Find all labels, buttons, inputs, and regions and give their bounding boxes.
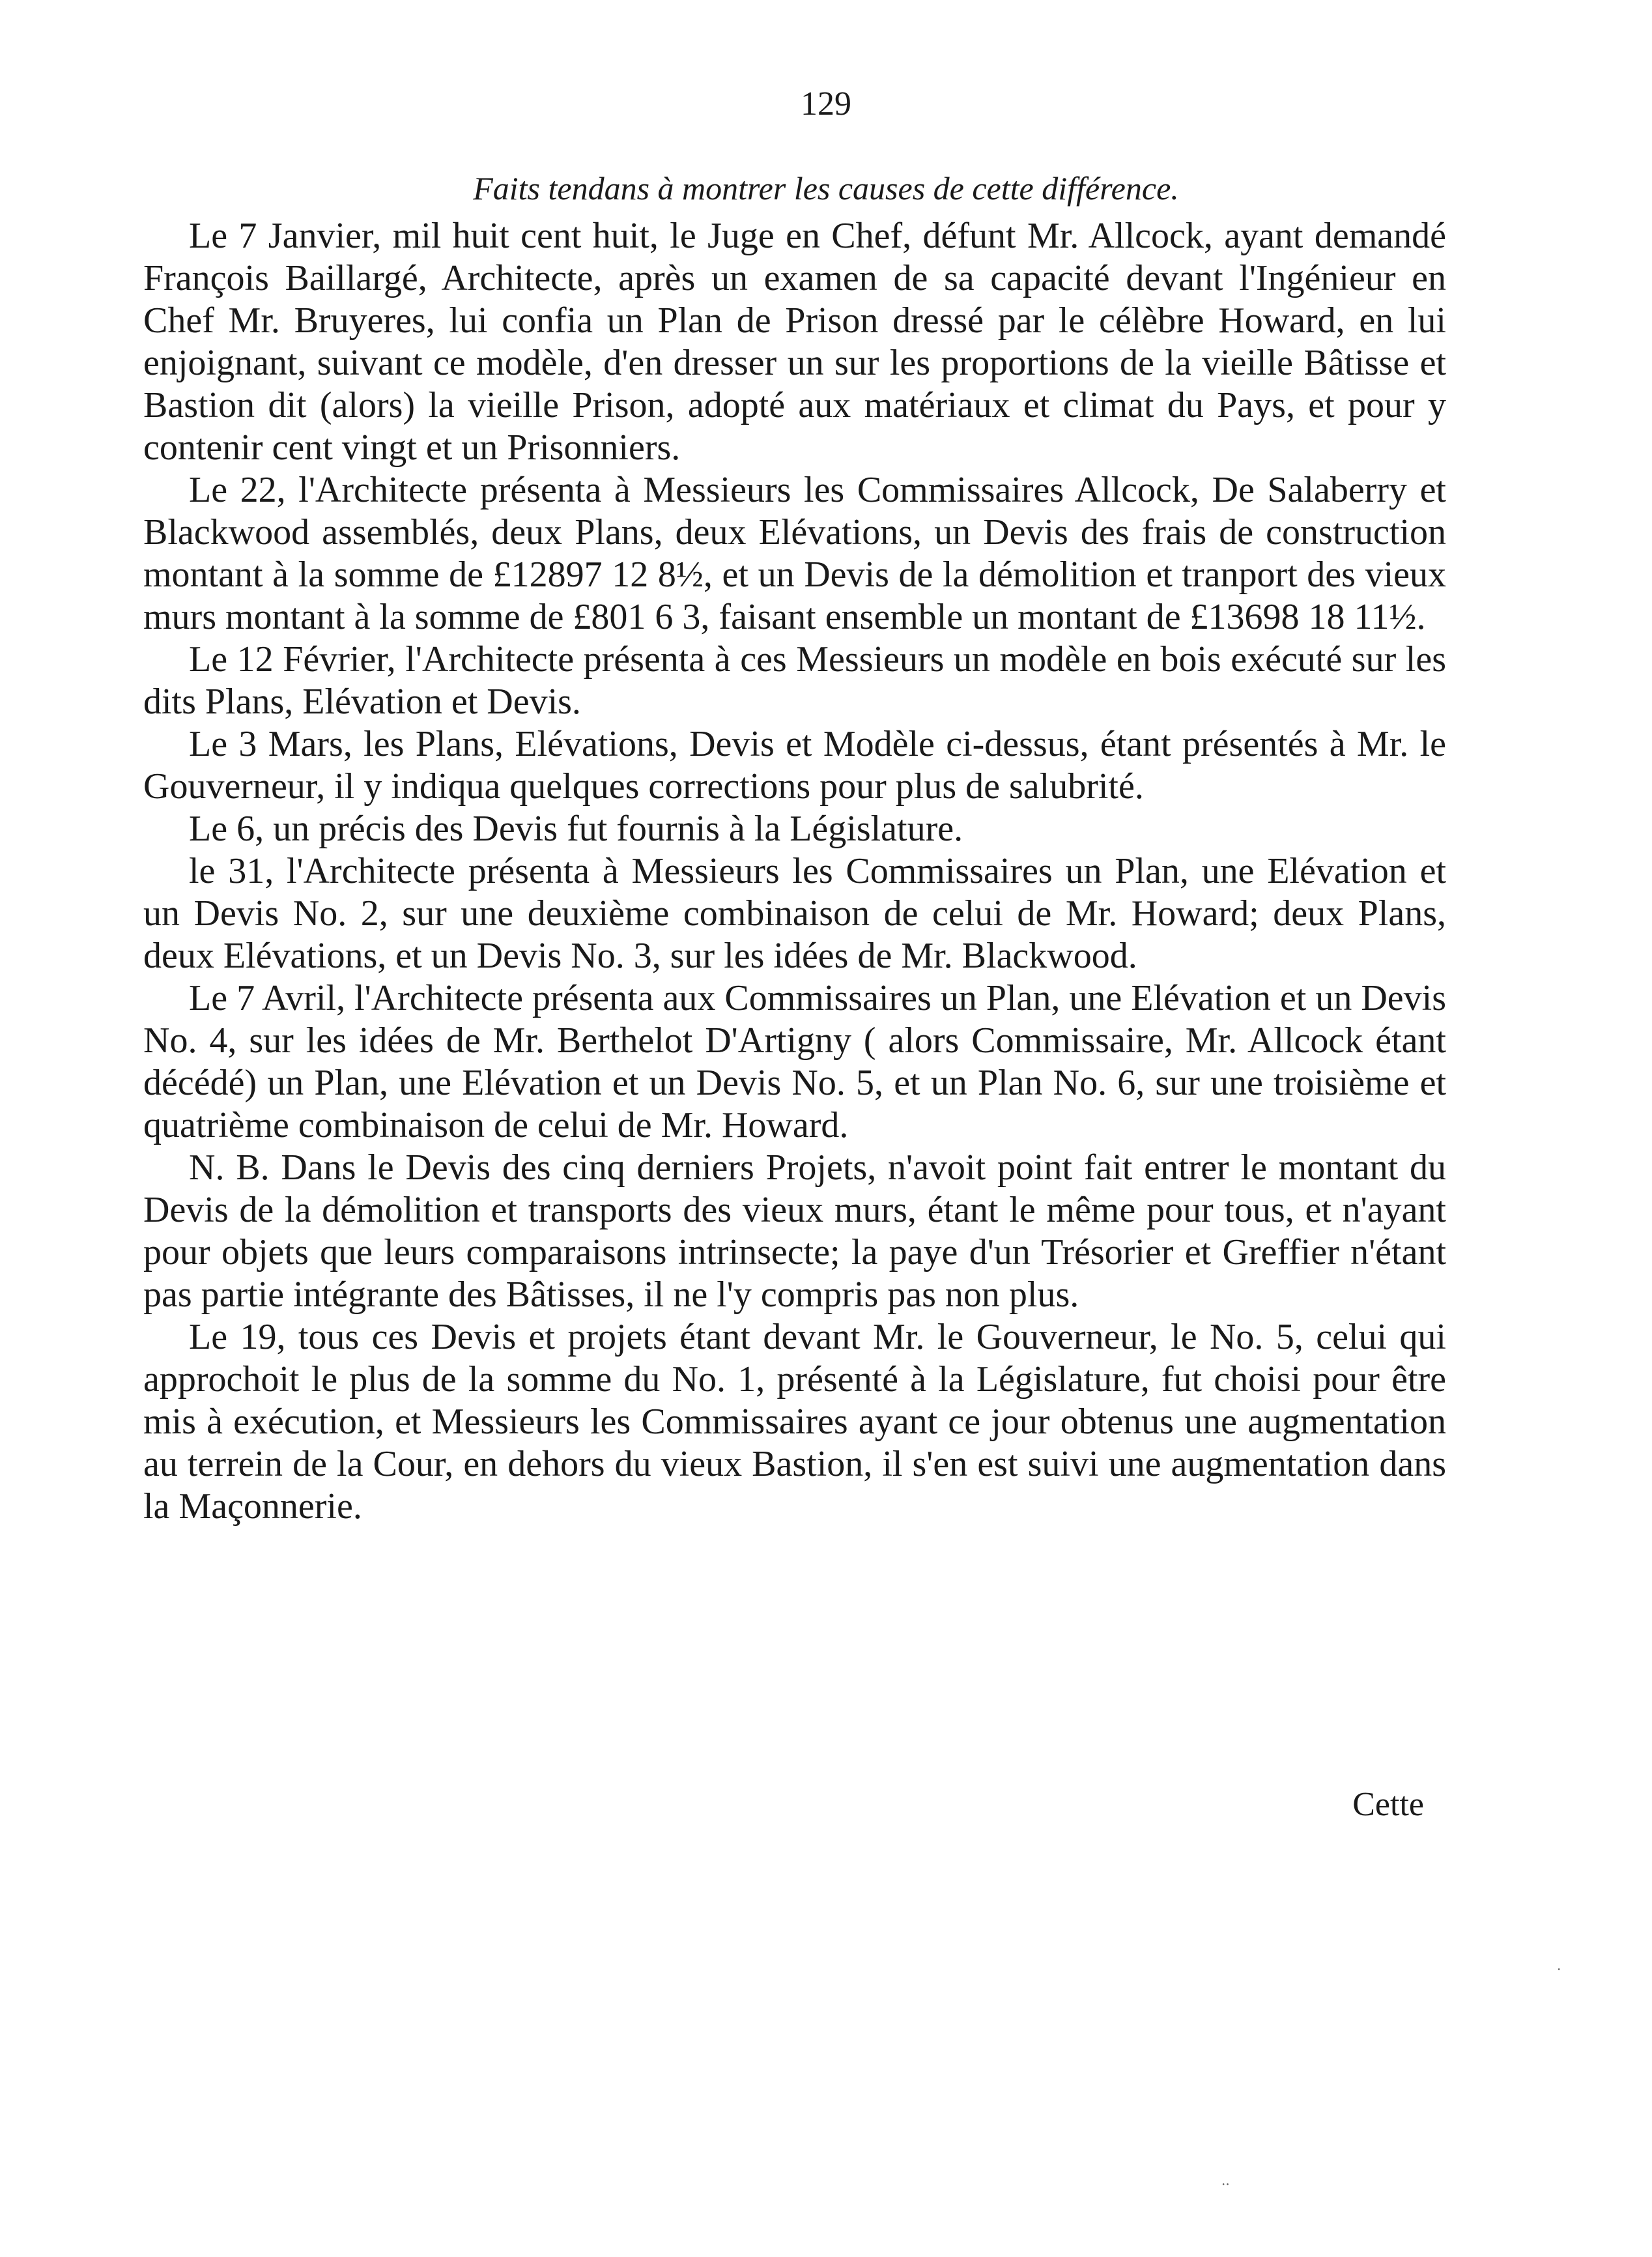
- body-text: [143, 215, 1446, 1528]
- paragraph-7: Le 7 Avril, l'Architecte présenta aux Commissaires un Plan, une Elévation et un Devis No. 4, sur les idées de Mr. Berthelot D'Artigny ( alors Commissaire, Mr. Allcock étant décédé) un Plan, une Elévation et un Devis No. 5, et un Plan No. 6, sur une troisième et quatrième combinaison de celui de Mr. Howard.: [143, 978, 1446, 1145]
- paragraph-1: Le 7 Janvier, mil huit cent huit, le Juge en Chef, défunt Mr. Allcock, ayant demandé François Baillargé, Architecte, après un examen de sa capacité devant l'Ingénieur en Chef Mr. Bruyeres, lui confia un Plan de Prison dressé par le célèbre Howard, en lui enjoignant, suivant ce modèle, d'en dresser un sur les proportions de la vieille Bâtisse et Bastion dit (alors) la vieille Prison, adopté aux matériaux et climat du Pays, et pour y contenir cent vingt et un Prisonniers.: [143, 216, 1446, 468]
- page-number: 129: [801, 85, 851, 122]
- paragraph-9: Le 19, tous ces Devis et projets étant devant Mr. le Gouverneur, le No. 5, celui qui approchoit le plus de la somme du No. 1, présenté à la Législature, fut choisi pour être mis à exécution, et Messieurs les Commissaires ayant ce jour obtenus une augmentation au terrein de la Cour, en dehors du vieux Bastion, il s'en est suivi une augmentation dans la Maçonnerie.: [143, 1317, 1446, 1527]
- paragraph-8: N. B. Dans le Devis des cinq derniers Projets, n'avoit point fait entrer le montant du Devis de la démolition et transports des vieux murs, étant le même pour tous, et n'ayant pour objets que leurs comparaisons intrinsecte; la paye d'un Trésorier et Greffier n'étant pas partie intégrante des Bâtisses, il ne l'y compris pas non plus.: [143, 1147, 1446, 1315]
- catchword: Cette: [1352, 1786, 1424, 1823]
- paragraph-2: Le 22, l'Architecte présenta à Messieurs les Commissaires Allcock, De Salaberry et Blackwood assemblés, deux Plans, deux Elévations, un Devis des frais de construction montant à la somme de £12897 12 8½, et un Devis de la démolition et tranport des vieux murs montant à la somme de £801 6 3, faisant ensemble un montant de £13698 18 11½.: [143, 470, 1446, 637]
- paper-speck: ··: [1221, 2176, 1230, 2192]
- section-heading: Faits tendans à montrer les causes de cette différence.: [473, 170, 1179, 207]
- paragraph-6: le 31, l'Architecte présenta à Messieurs les Commissaires un Plan, une Elévation et un Devis No. 2, sur une deuxième combinaison de celui de Mr. Howard; deux Plans, deux Elévations, et un Devis No. 3, sur les idées de Mr. Blackwood.: [143, 851, 1446, 976]
- paragraph-5: Le 6, un précis des Devis fut fournis à la Législature.: [189, 809, 963, 849]
- paragraph-3: Le 12 Février, l'Architecte présenta à ces Messieurs un modèle en bois exécuté sur les dits Plans, Elévation et Devis.: [143, 639, 1446, 722]
- paper-speck: ·: [1557, 1961, 1561, 1977]
- paragraph-4: Le 3 Mars, les Plans, Elévations, Devis et Modèle ci-dessus, étant présentés à Mr. le Gouverneur, il y indiqua quelques corrections pour plus de salubrité.: [143, 724, 1446, 807]
